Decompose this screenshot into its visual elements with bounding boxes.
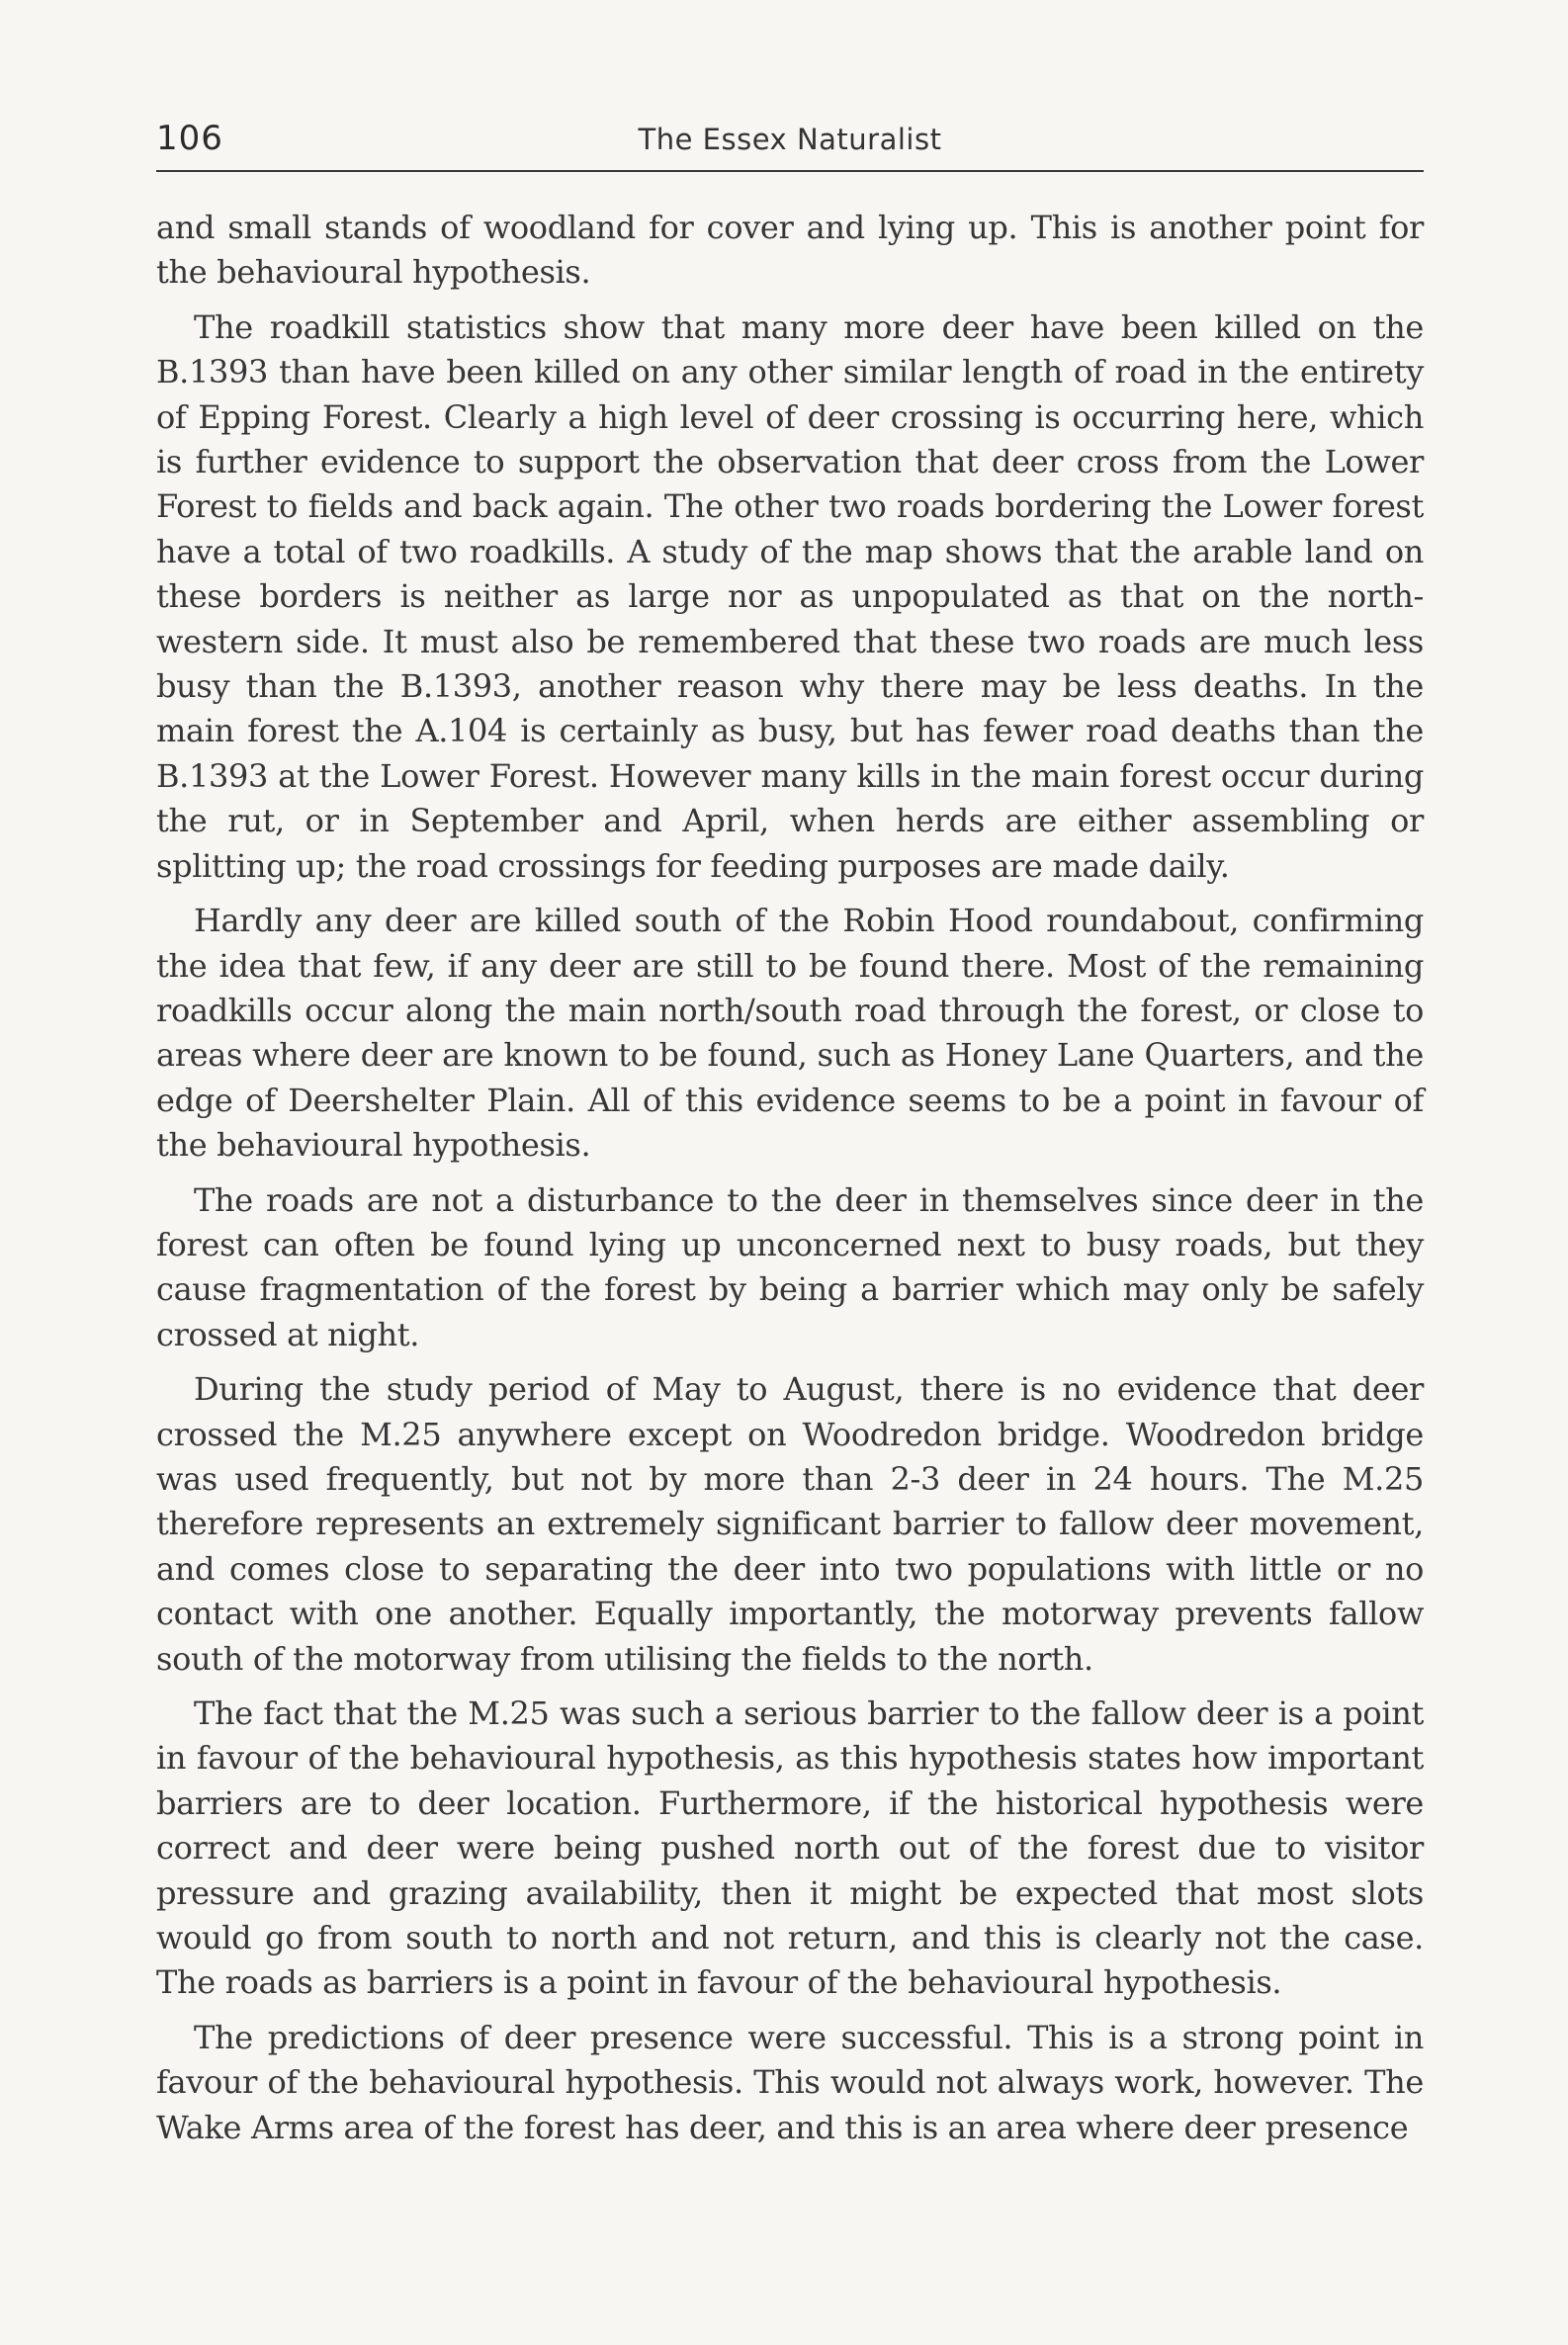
paragraph: The roadkill statistics show that many more deer have been killed on the B.1393 than have been killed on any other similar length of road in the entirety of Epping Forest. Clearly a high level of deer crossing is occurring here, which is further evidence to support the observation that deer cross from the Lower Forest to fields and back again. The other two roads bordering the Lower forest have a total of two roadkills. A study of the map shows that the arable land on these borders is neither as large nor as unpopulated as that on the north-western side. It must also be remembered that these two roads are much less busy than the B.1393, another reason why there may be less deaths. In the main forest the A.104 is certainly as busy, but has fewer road deaths than the B.1393 at the Lower Forest. However many kills in the main forest occur during the rut, or in September and April, when herds are either assembling or splitting up; the road crossings for feeding purposes are made daily. xyxy=(156,307,1424,885)
article-body xyxy=(156,206,1424,2160)
page-number: 106 xyxy=(156,119,223,158)
paragraph: During the study period of May to August, there is no evidence that deer crossed the M.25 anywhere except on Woodredon bridge. Woodredon bridge was used frequently, but not by more than 2-3 deer in 24 hours. The M.25 therefore represents an extremely significant barrier to fallow deer movement, and comes close to separating the deer into two populations with little or no contact with one another. Equally importantly, the motorway prevents fallow south of the motorway from utilising the fields to the north. xyxy=(156,1370,1424,1678)
paragraph: and small stands of woodland for cover and lying up. This is another point for the behavioural hypothesis. xyxy=(156,209,1424,292)
paragraph: The roads are not a disturbance to the deer in themselves since deer in the forest can often be found lying up unconcerned next to busy roads, but they cause fragmentation of the forest by being a barrier which may only be safely crossed at night. xyxy=(156,1180,1424,1353)
journal-title: The Essex Naturalist xyxy=(638,123,942,156)
paragraph: The fact that the M.25 was such a serious barrier to the fallow deer is a point in favour of the behavioural hypothesis, as this hypothesis states how important barriers are to deer location. Furthermore, if the historical hypothesis were correct and deer were being pushed north out of the forest due to visitor pressure and grazing availability, then it might be expected that most slots would go from south to north and not return, and this is clearly not the case. The roads as barriers is a point in favour of the behavioural hypothesis. xyxy=(156,1694,1424,2002)
paragraph: Hardly any deer are killed south of the Robin Hood roundabout, confirming the idea that few, if any deer are still to be found there. Most of the remaining roadkills occur along the main north/south road through the forest, or close to areas where deer are known to be found, such as Honey Lane Quarters, and the edge of Deershelter Plain. All of this evidence seems to be a point in favour of the behavioural hypothesis. xyxy=(156,902,1424,1165)
running-header xyxy=(156,119,1424,172)
paragraph: The predictions of deer presence were successful. This is a strong point in favour of the behavioural hypothesis. This would not always work, however. The Wake Arms area of the forest has deer, and this is an area where deer presence xyxy=(156,2018,1424,2146)
